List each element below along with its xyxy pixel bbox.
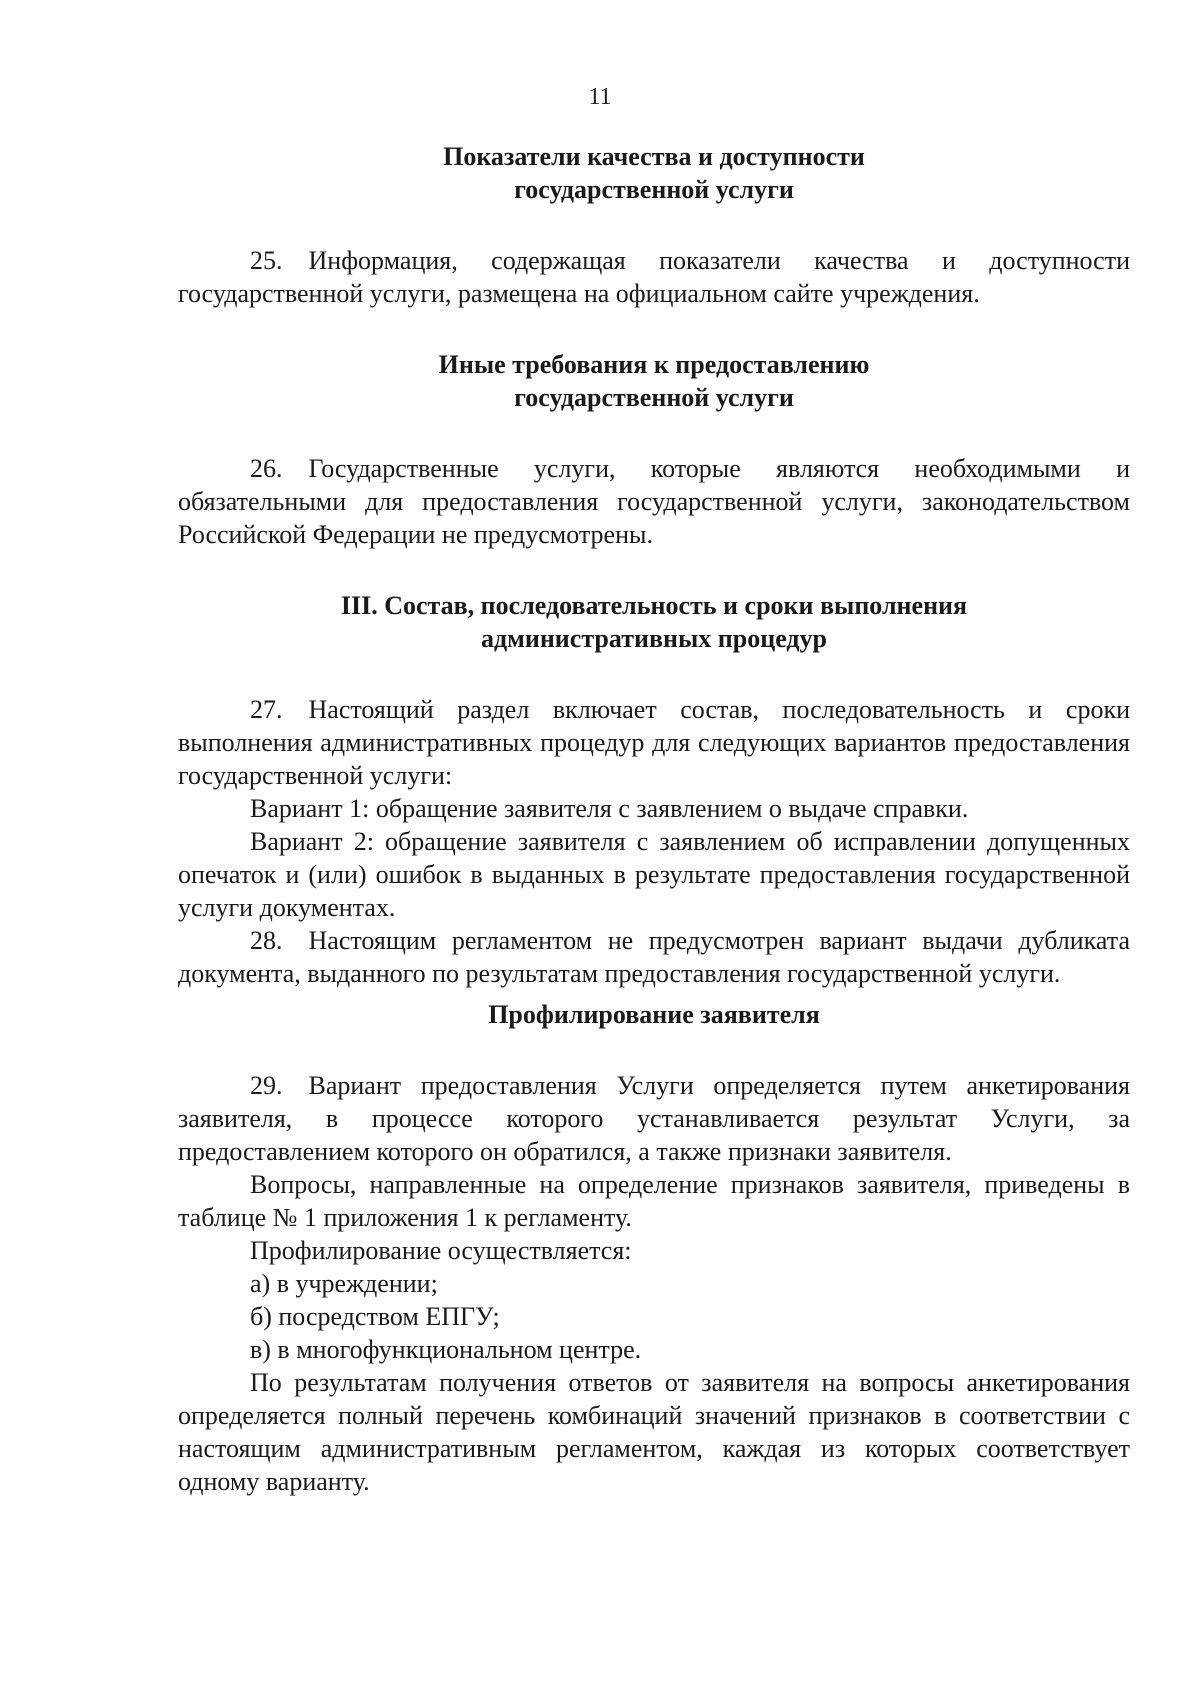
- paragraph-number: 28.: [250, 926, 283, 955]
- page-number: 11: [588, 84, 612, 110]
- paragraph-profiling-performed: Профилирование осуществляется:: [250, 1236, 632, 1265]
- paragraph-text: Информация, содержащая показатели качества и доступности государственной услуги, размещена на официальном сайте учреждения.: [178, 246, 1130, 308]
- heading-line: Иные требования к предоставлению: [438, 350, 870, 379]
- variant-1: Вариант 1: обращение заявителя с заявлением о выдаче справки.: [250, 794, 969, 823]
- heading-line: Показатели качества и доступности: [443, 142, 865, 171]
- heading-profiling: [178, 998, 1130, 1031]
- paragraph-number: 27.: [250, 695, 283, 724]
- list-item-c: в) в многофункциональном центре.: [250, 1335, 642, 1364]
- variant-2: Вариант 2: обращение заявителя с заявлением об исправлении допущенных опечаток и (или) ошибок в выданных в результате предоставления государственной услуги документах.: [178, 827, 1130, 922]
- paragraph-number: 26.: [250, 454, 283, 483]
- paragraph-29: [178, 1069, 1130, 1168]
- paragraph-28: [178, 924, 1130, 990]
- document-body: [178, 140, 1130, 1498]
- paragraph-text: Настоящий раздел включает состав, последовательность и сроки выполнения административных процедур для следующих вариантов предоставления государственной услуги:: [178, 695, 1130, 790]
- heading-line: государственной услуги: [514, 175, 794, 204]
- list-item-b: б) посредством ЕПГУ;: [250, 1302, 500, 1331]
- list-item-a: а) в учреждении;: [250, 1269, 438, 1298]
- paragraph-number: 25.: [250, 246, 283, 275]
- heading-quality-indicators: [178, 140, 1130, 206]
- heading-line: административных процедур: [480, 624, 828, 653]
- paragraph-text: Вариант предоставления Услуги определяется путем анкетирования заявителя, в процессе которого устанавливается результат Услуги, за предоставлением которого он обратился, а также признаки заявителя.: [178, 1071, 1130, 1166]
- heading-line: государственной услуги: [514, 383, 794, 412]
- paragraph-25: [178, 244, 1130, 310]
- paragraph-number: 29.: [250, 1071, 283, 1100]
- paragraph-text: Государственные услуги, которые являются необходимыми и обязательными для предоставления государственной услуги, законодательством Российской Федерации не предусмотрены.: [178, 454, 1130, 549]
- heading-line: III. Состав, последовательность и сроки выполнения: [340, 591, 968, 620]
- paragraph-27: [178, 693, 1130, 792]
- heading-section-3: [178, 589, 1130, 655]
- paragraph-text: Настоящим регламентом не предусмотрен вариант выдачи дубликата документа, выданного по результатам предоставления государственной услуги.: [178, 926, 1130, 988]
- paragraph-26: [178, 452, 1130, 551]
- paragraph-questions: Вопросы, направленные на определение признаков заявителя, приведены в таблице № 1 приложения 1 к регламенту.: [178, 1170, 1130, 1232]
- paragraph-results: По результатам получения ответов от заявителя на вопросы анкетирования определяется полный перечень комбинаций значений признаков в соответствии с настоящим административным регламентом, каждая из которых соответствует одному варианту.: [178, 1368, 1130, 1496]
- heading-line: Профилирование заявителя: [488, 1000, 820, 1029]
- heading-other-requirements: [178, 348, 1130, 414]
